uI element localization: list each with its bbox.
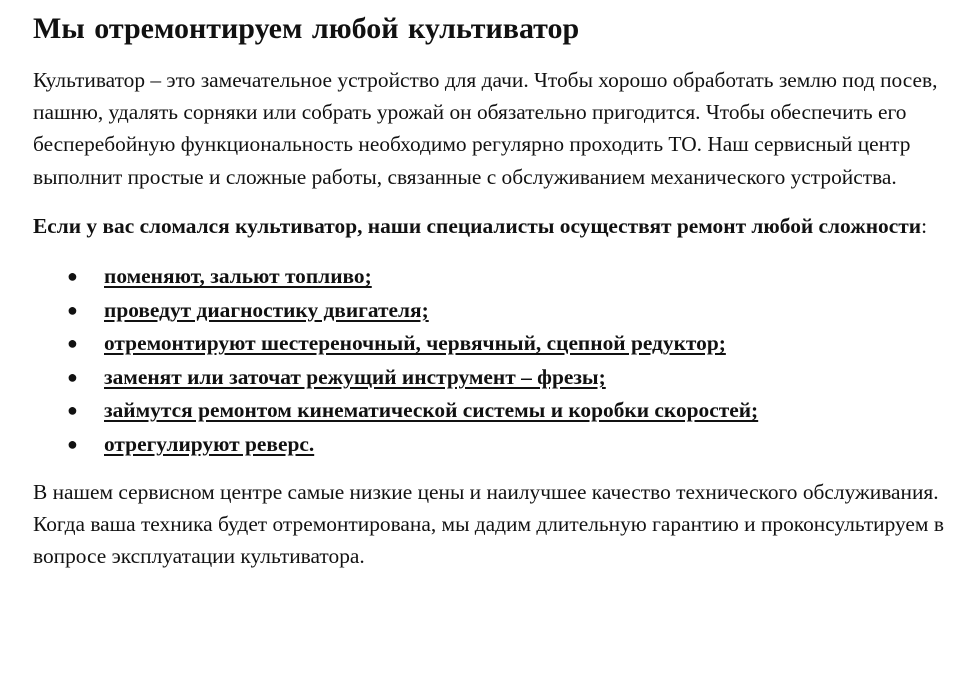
outro-paragraph: В нашем сервисном центре самые низкие цены и наилучшее качество технического обслуживания. Когда ваша техника будет отремонтирована, мы дадим длительную гарантию и проконсультируем в вопросе эксплуатации культиватора. xyxy=(33,479,944,568)
list-item xyxy=(33,394,947,428)
list-item-text: проведут диагностику двигателя; xyxy=(104,297,429,322)
works-list xyxy=(33,260,947,462)
list-item-text: займутся ремонтом кинематической системы и коробки скоростей; xyxy=(104,398,759,423)
bullet-icon: ● xyxy=(67,366,78,387)
bullet-icon: ● xyxy=(67,433,78,454)
list-item xyxy=(33,428,947,462)
bullet-icon: ● xyxy=(67,400,78,421)
list-item-text: поменяют, зальют топливо; xyxy=(104,264,372,289)
lead-paragraph xyxy=(33,210,947,242)
bullet-icon: ● xyxy=(67,266,78,287)
intro-paragraph: Культиватор – это замечательное устройство для дачи. Чтобы хорошо обработать землю под посев, пашню, удалять сорняки или собрать урожай он обязательно пригодится. Чтобы обеспечить его бесперебойную функциональность необходимо регулярно проходить ТО. Наш сервисный центр выполнит простые и сложные работы, связанные с обслуживанием механического устройства. xyxy=(33,68,938,189)
list-item-text: отремонтируют шестереночный, червячный, сцепной редуктор; xyxy=(104,331,726,356)
bullet-icon: ● xyxy=(67,299,78,320)
lead-colon: : xyxy=(921,213,928,238)
page-title: Мы отремонтируем любой культиватор xyxy=(33,12,580,45)
list-item xyxy=(33,361,947,395)
lead-text: Если у вас сломался культиватор, наши специалисты осуществят ремонт любой сложности xyxy=(33,213,922,238)
list-item-text: заменят или заточат режущий инструмент – фрезы; xyxy=(104,364,606,389)
list-item-text: отрегулируют реверс. xyxy=(104,431,315,456)
list-item xyxy=(33,260,947,294)
list-item xyxy=(33,294,947,328)
bullet-icon: ● xyxy=(67,333,78,354)
list-item xyxy=(33,327,947,361)
